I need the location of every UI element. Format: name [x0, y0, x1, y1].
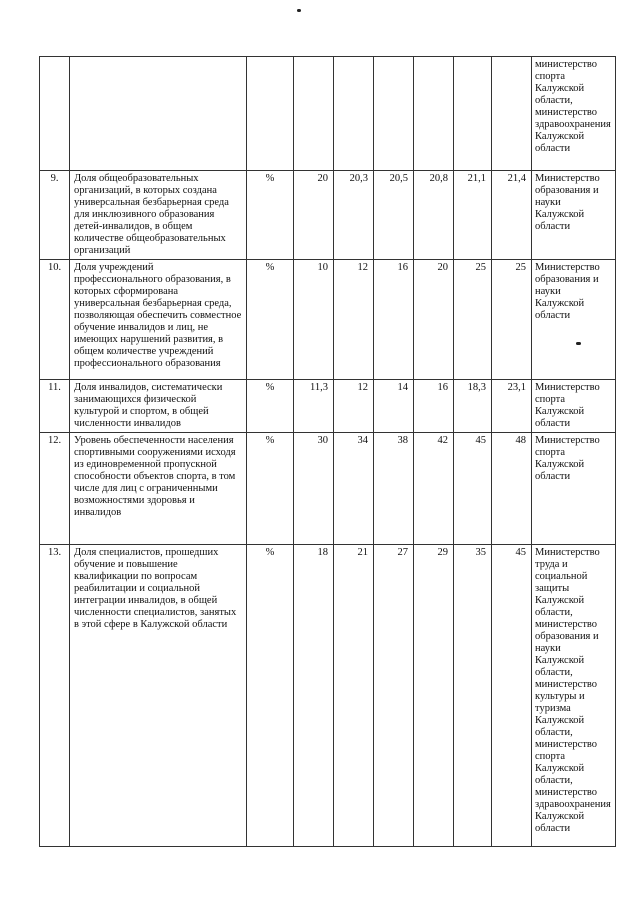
value-cell	[414, 57, 454, 171]
row-number: 11.	[40, 380, 70, 433]
value-cell	[374, 57, 414, 171]
value-cell: 16	[374, 260, 414, 380]
value-cell: 25	[454, 260, 492, 380]
value-cell: 25	[492, 260, 532, 380]
table-row	[40, 545, 616, 847]
responsible-authority: Министерство образования и науки Калужской области	[532, 171, 616, 260]
value-cell: 21	[334, 545, 374, 847]
value-cell: 27	[374, 545, 414, 847]
value-cell	[334, 57, 374, 171]
value-cell: 45	[492, 545, 532, 847]
value-cell: 21,1	[454, 171, 492, 260]
responsible-authority: Министерство спорта Калужской области	[532, 433, 616, 545]
value-cell: 38	[374, 433, 414, 545]
table-row	[40, 171, 616, 260]
value-cell: 45	[454, 433, 492, 545]
table-row	[40, 433, 616, 545]
value-cell	[492, 57, 532, 171]
indicator-name: Доля инвалидов, систематически занимающихся физической культурой и спортом, в общей численности инвалидов	[70, 380, 247, 433]
value-cell: 29	[414, 545, 454, 847]
indicator-name: Доля учреждений профессионального образования, в которых сформирована универсальная безбарьерная среда, позволяющая обеспечить совместное обучение инвалидов и лиц, не имеющих нарушений развития, в общем количестве учреждений профессионального образования	[70, 260, 247, 380]
responsible-authority: Министерство труда и социальной защиты Калужской области, министерство образования и науки Калужской области, министерство культуры и туризма Калужской области, министерство спорта Калужской области, министерство здравоохранения Калужской области	[532, 545, 616, 847]
value-cell: 23,1	[492, 380, 532, 433]
value-cell: 30	[294, 433, 334, 545]
indicator-name: Доля общеобразовательных организаций, в которых создана универсальная безбарьерная среда для инклюзивного образования детей-инвалидов, в общем количестве общеобразовательных организаций	[70, 171, 247, 260]
indicators-table	[39, 56, 616, 847]
row-number: 10.	[40, 260, 70, 380]
responsible-authority: министерство спорта Калужской области, министерство здравоохранения Калужской области	[532, 57, 616, 171]
value-cell: 48	[492, 433, 532, 545]
table-row	[40, 380, 616, 433]
value-cell: 12	[334, 380, 374, 433]
unit: %	[247, 545, 294, 847]
value-cell: 20,5	[374, 171, 414, 260]
unit: %	[247, 433, 294, 545]
indicator-name	[70, 57, 247, 171]
row-number	[40, 57, 70, 171]
value-cell: 18	[294, 545, 334, 847]
value-cell: 11,3	[294, 380, 334, 433]
value-cell	[454, 57, 492, 171]
unit: %	[247, 171, 294, 260]
value-cell: 14	[374, 380, 414, 433]
row-number: 13.	[40, 545, 70, 847]
table-row	[40, 260, 616, 380]
table-row	[40, 57, 616, 171]
value-cell: 18,3	[454, 380, 492, 433]
responsible-authority: Министерство образования и науки Калужской области	[532, 260, 616, 380]
top-mark	[297, 9, 301, 12]
value-cell: 20	[294, 171, 334, 260]
unit: %	[247, 380, 294, 433]
row-number: 12.	[40, 433, 70, 545]
value-cell: 21,4	[492, 171, 532, 260]
unit	[247, 57, 294, 171]
value-cell: 20,3	[334, 171, 374, 260]
indicator-name: Доля специалистов, прошедших обучение и повышение квалификации по вопросам реабилитации и социальной интеграции инвалидов, в общей численности специалистов, занятых в этой сфере в Калужской области	[70, 545, 247, 847]
value-cell: 10	[294, 260, 334, 380]
value-cell: 12	[334, 260, 374, 380]
unit: %	[247, 260, 294, 380]
value-cell: 35	[454, 545, 492, 847]
value-cell: 20,8	[414, 171, 454, 260]
row-number: 9.	[40, 171, 70, 260]
value-cell: 34	[334, 433, 374, 545]
responsible-authority: Министерство спорта Калужской области	[532, 380, 616, 433]
value-cell: 20	[414, 260, 454, 380]
value-cell: 16	[414, 380, 454, 433]
value-cell: 42	[414, 433, 454, 545]
indicator-name: Уровень обеспеченности населения спортивными сооружениями исходя из единовременной пропускной способности объектов спорта, в том числе для лиц с ограниченными возможностями здоровья и инвалидов	[70, 433, 247, 545]
value-cell	[294, 57, 334, 171]
